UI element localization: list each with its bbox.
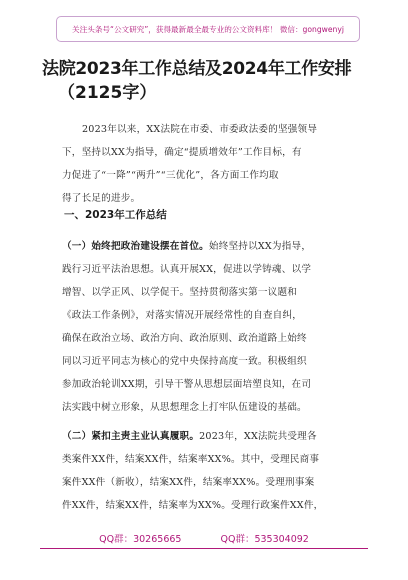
paragraph-line: 同以习近平同志为核心的党中央保持高度一致。积极组织 — [62, 356, 307, 367]
intro-paragraph — [62, 118, 352, 210]
paragraph-line: 法实践中树立形象，从思想理念上打牢队伍建设的基础。 — [62, 402, 307, 413]
banner-text: 关注头条号“公文研究”，获得最新最全最专业的公文资料库！ 微信：gongwenyj — [72, 24, 344, 34]
paragraph-text: 2023年，XX法院共受理各 — [199, 431, 317, 442]
paragraph-text: 始终坚持以XX为指导， — [208, 241, 312, 252]
paragraph-line — [62, 425, 352, 448]
intro-line: 2023年以来，XX法院在市委、市委政法委的坚强领导 — [82, 124, 318, 135]
intro-line: 下，坚持以XX为指导，确定“提质增效年”工作目标，有 — [62, 147, 302, 158]
paragraph-lead: （一）始终把政治建设摆在首位。 — [62, 241, 209, 252]
section-heading: 一、2023年工作总结 — [64, 209, 167, 221]
paragraph-line — [62, 235, 352, 258]
document-subtitle: （2125字） — [58, 83, 157, 103]
footer-qq-group-2: QQ群：535304092 — [220, 534, 309, 545]
intro-line: 得了长足的进步。 — [62, 193, 141, 204]
paragraph-line: 案件XX件（新收），结案XX件，结案率XX%。受理刑事案 — [62, 477, 315, 488]
header-banner — [56, 16, 360, 42]
paragraph-line: 践行习近平法治思想。认真开展XX，促进以学铸魂、以学 — [62, 264, 312, 275]
paragraph-line: 类案件XX件，结案XX件，结案率XX%。其中，受理民商事 — [62, 454, 320, 465]
paragraph-political — [62, 235, 352, 419]
paragraph-line: 确保在政治立场、政治方向、政治原则、政治道路上始终 — [62, 333, 307, 344]
paragraph-duties — [62, 425, 352, 517]
intro-line: 力促进了“一降”“两升”“三优化”，各方面工作均取 — [62, 170, 279, 181]
footer-qq-group-1: QQ群：30265665 — [99, 534, 182, 545]
document-title: 法院2023年工作总结及2024年工作安排 — [42, 59, 352, 79]
paragraph-line: 《政法工作条例》，对落实情况开展经常性的自查自纠， — [62, 310, 303, 321]
paragraph-line: 件XX件，结案XX件，结案率为XX%。受理行政案件XX件， — [62, 500, 324, 511]
paragraph-line: 增智、以学正风、以学促干。坚持贯彻落实第一议题和 — [62, 287, 298, 298]
paragraph-line: 参加政治轮训XX期，引导干警从思想层面培塑良知，在司 — [62, 379, 312, 390]
paragraph-lead: （二）紧扣主责主业认真履职。 — [62, 431, 200, 442]
footer-divider — [40, 548, 368, 549]
footer — [0, 531, 408, 545]
